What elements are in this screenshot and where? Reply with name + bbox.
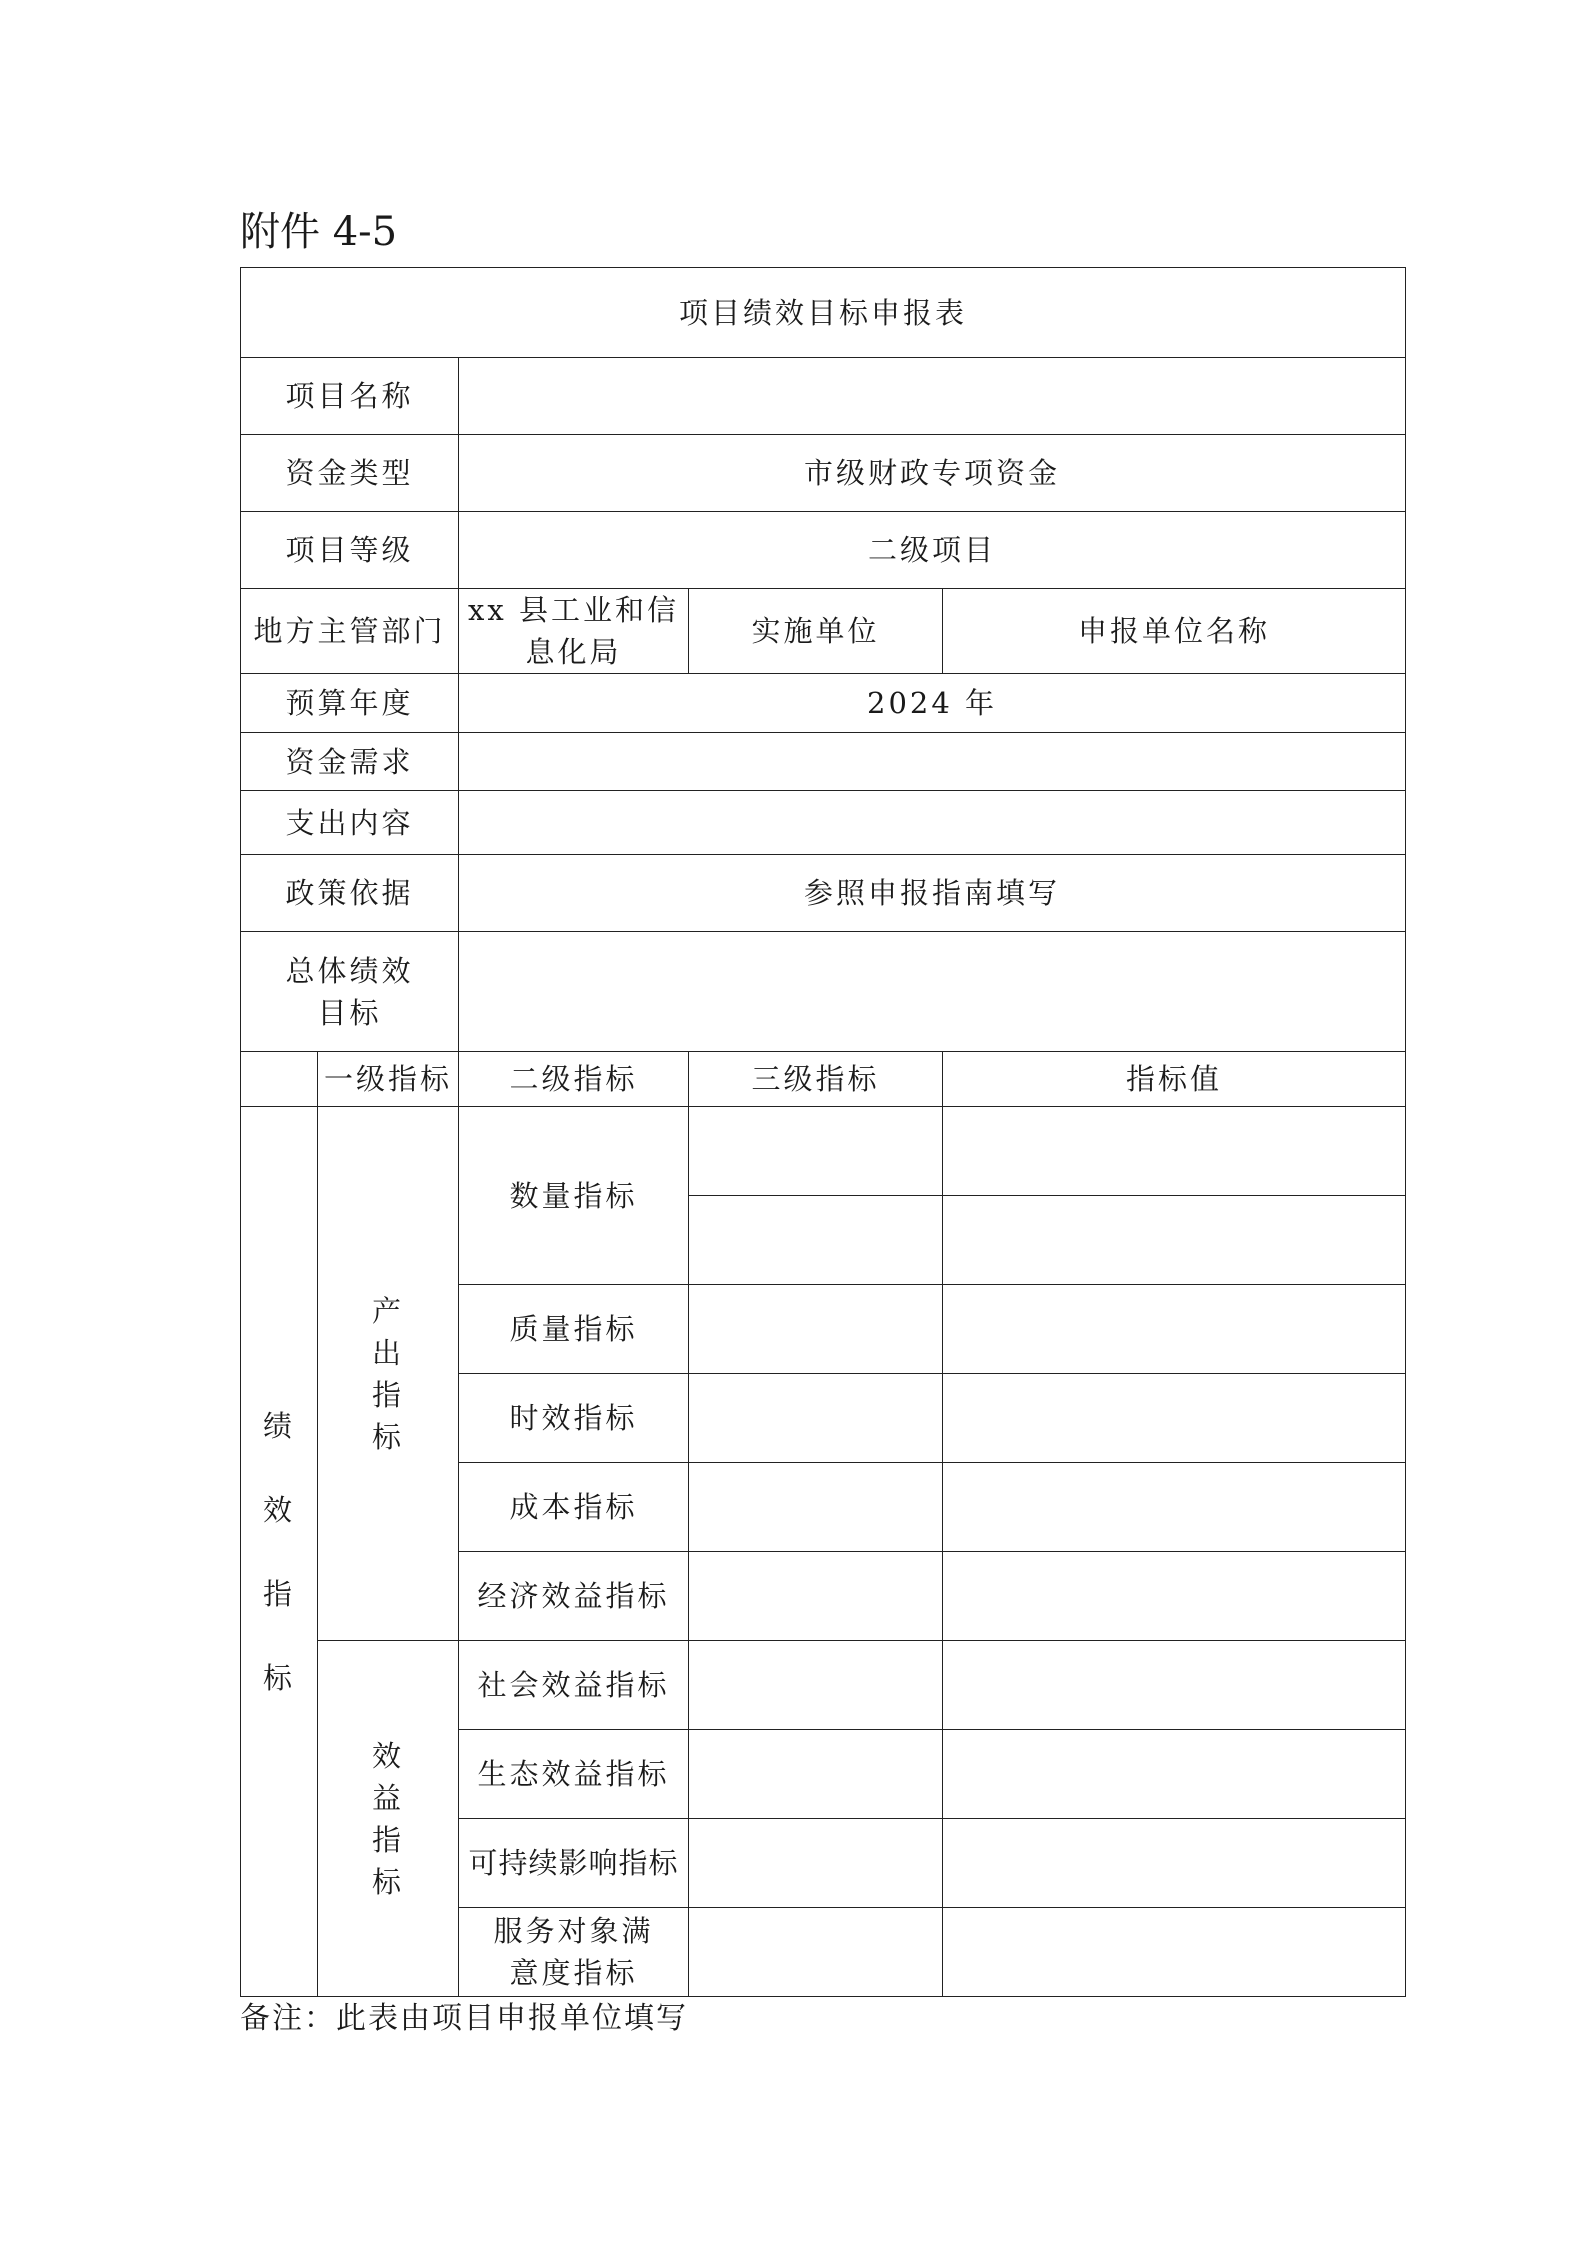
quantity-level3-field-1[interactable]	[689, 1107, 943, 1196]
header-level1: 一级指标	[318, 1052, 459, 1107]
project-level-label: 项目等级	[241, 512, 459, 589]
ecological-value-field[interactable]	[943, 1730, 1406, 1819]
quality-indicator-label: 质量指标	[459, 1285, 689, 1374]
output-indicators-group	[318, 1107, 459, 1641]
ecological-level3-field[interactable]	[689, 1730, 943, 1819]
economic-level3-field[interactable]	[689, 1552, 943, 1641]
output-indicators-label: 产出指标	[372, 1293, 405, 1454]
quality-level3-field[interactable]	[689, 1285, 943, 1374]
expenditure-field[interactable]	[459, 791, 1406, 855]
header-level2: 二级指标	[459, 1052, 689, 1107]
timeliness-level3-field[interactable]	[689, 1374, 943, 1463]
benefit-indicators-group	[318, 1641, 459, 1997]
implementing-unit-label: 实施单位	[689, 589, 943, 674]
quantity-level3-field-2[interactable]	[689, 1196, 943, 1285]
economic-indicator-label: 经济效益指标	[459, 1552, 689, 1641]
budget-year-label: 预算年度	[241, 674, 459, 733]
performance-indicators-group	[241, 1107, 318, 1997]
economic-value-field[interactable]	[943, 1552, 1406, 1641]
timeliness-value-field[interactable]	[943, 1374, 1406, 1463]
sustainable-indicator-label: 可持续影响指标	[459, 1819, 689, 1908]
social-value-field[interactable]	[943, 1641, 1406, 1730]
sustainable-value-field[interactable]	[943, 1819, 1406, 1908]
satisfaction-value-field[interactable]	[943, 1908, 1406, 1997]
cost-value-field[interactable]	[943, 1463, 1406, 1552]
cost-level3-field[interactable]	[689, 1463, 943, 1552]
implementing-unit-field[interactable]: 申报单位名称	[943, 589, 1406, 674]
fund-demand-field[interactable]	[459, 733, 1406, 791]
header-value: 指标值	[943, 1052, 1406, 1107]
quantity-indicator-label: 数量指标	[459, 1107, 689, 1285]
overall-goal-field[interactable]	[459, 932, 1406, 1052]
footnote: 备注：此表由项目申报单位填写	[240, 2001, 688, 2036]
sustainable-level3-field[interactable]	[689, 1819, 943, 1908]
project-name-label: 项目名称	[241, 358, 459, 435]
department-label: 地方主管部门	[241, 589, 459, 674]
expenditure-label: 支出内容	[241, 791, 459, 855]
performance-indicators-label: 绩效指标	[263, 1408, 296, 1695]
policy-basis-label: 政策依据	[241, 855, 459, 932]
timeliness-indicator-label: 时效指标	[459, 1374, 689, 1463]
policy-basis-field[interactable]: 参照申报指南填写	[459, 855, 1406, 932]
benefit-indicators-label: 效益指标	[372, 1738, 405, 1899]
satisfaction-level3-field[interactable]	[689, 1908, 943, 1997]
attachment-label: 附件 4-5	[240, 209, 398, 255]
overall-goal-label: 总体绩效目标	[241, 932, 459, 1052]
header-blank	[241, 1052, 318, 1107]
social-level3-field[interactable]	[689, 1641, 943, 1730]
ecological-indicator-label: 生态效益指标	[459, 1730, 689, 1819]
project-level-field[interactable]: 二级项目	[459, 512, 1406, 589]
quality-value-field[interactable]	[943, 1285, 1406, 1374]
satisfaction-indicator-label: 服务对象满意度指标	[459, 1908, 689, 1997]
budget-year-field[interactable]: 2024 年	[459, 674, 1406, 733]
fund-demand-label: 资金需求	[241, 733, 459, 791]
fund-type-label: 资金类型	[241, 435, 459, 512]
department-field[interactable]: xx 县工业和信息化局	[459, 589, 689, 674]
cost-indicator-label: 成本指标	[459, 1463, 689, 1552]
project-name-field[interactable]	[459, 358, 1406, 435]
header-level3: 三级指标	[689, 1052, 943, 1107]
quantity-value-field-2[interactable]	[943, 1196, 1406, 1285]
fund-type-field[interactable]: 市级财政专项资金	[459, 435, 1406, 512]
performance-goal-form	[240, 267, 1406, 1997]
quantity-value-field-1[interactable]	[943, 1107, 1406, 1196]
social-indicator-label: 社会效益指标	[459, 1641, 689, 1730]
form-title: 项目绩效目标申报表	[241, 268, 1406, 358]
